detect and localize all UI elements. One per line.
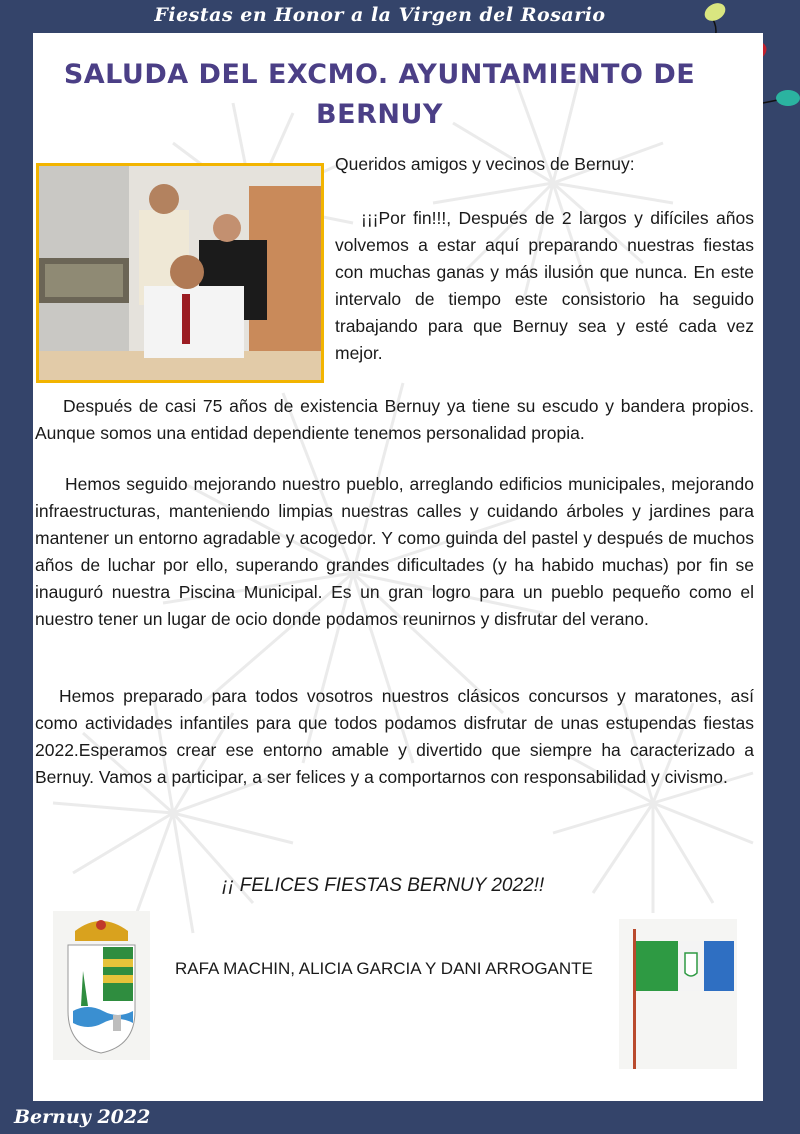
signers-names: RAFA MACHIN, ALICIA GARCIA Y DANI ARROGANTE	[175, 959, 593, 978]
footer-title: Bernuy 2022	[14, 1106, 151, 1128]
municipal-flag-icon	[619, 919, 737, 1069]
header-title: Fiestas en Honor a la Virgen del Rosario	[154, 4, 606, 26]
council-photo	[36, 163, 324, 383]
paragraph-3: Hemos seguido mejorando nuestro pueblo, arreglando edificios municipales, mejorando infraestructuras, manteniendo limpias nuestras calles y cuidando árboles y jardines para mantener un entorno agradable y acogedor. Y como guinda del pastel y después de muchos años de luchar por ello, superando grandes dificultades (y ha habido muchas) por fin se inauguró nuestra Piscina Municipal. Es un gran logro para un pueblo pequeño como el nuestro tener un lugar de ocio donde podamos reunirnos y disfrutar del verano.	[35, 474, 754, 629]
coat-of-arms-icon	[53, 911, 150, 1060]
closing-greeting: ¡¡ FELICES FIESTAS BERNUY 2022!!	[221, 875, 545, 896]
paragraph-2: Después de casi 75 años de existencia Bernuy ya tiene su escudo y bandera propios. Aunque somos una entidad dependiente tenemos personalidad propia.	[35, 396, 754, 443]
paragraph-1: ¡¡¡Por fin!!!, Después de 2 largos y difíciles años volvemos a estar aquí preparando nuestras fiestas con muchas ganas y más ilusión que nunca. En este intervalo de tiempo este consistorio ha seguido trabajando para que Bernuy sea y esté cada vez mejor.	[335, 208, 754, 363]
page-heading: SALUDA DEL EXCMO. AYUNTAMIENTO DE BERNUY	[63, 59, 696, 130]
paragraph-4: Hemos preparado para todos vosotros nuestros clásicos concursos y maratones, así como actividades infantiles para que todos podamos disfrutar de unas estupendas fiestas 2022.Esperamos crear ese entorno amable y divertido que siempre ha caracterizado a Bernuy. Vamos a participar, a ser felices y a comportarnos con responsabilidad y civismo.	[35, 686, 754, 787]
greeting-text: Queridos amigos y vecinos de Bernuy:	[335, 154, 635, 174]
page-content	[33, 33, 763, 1101]
